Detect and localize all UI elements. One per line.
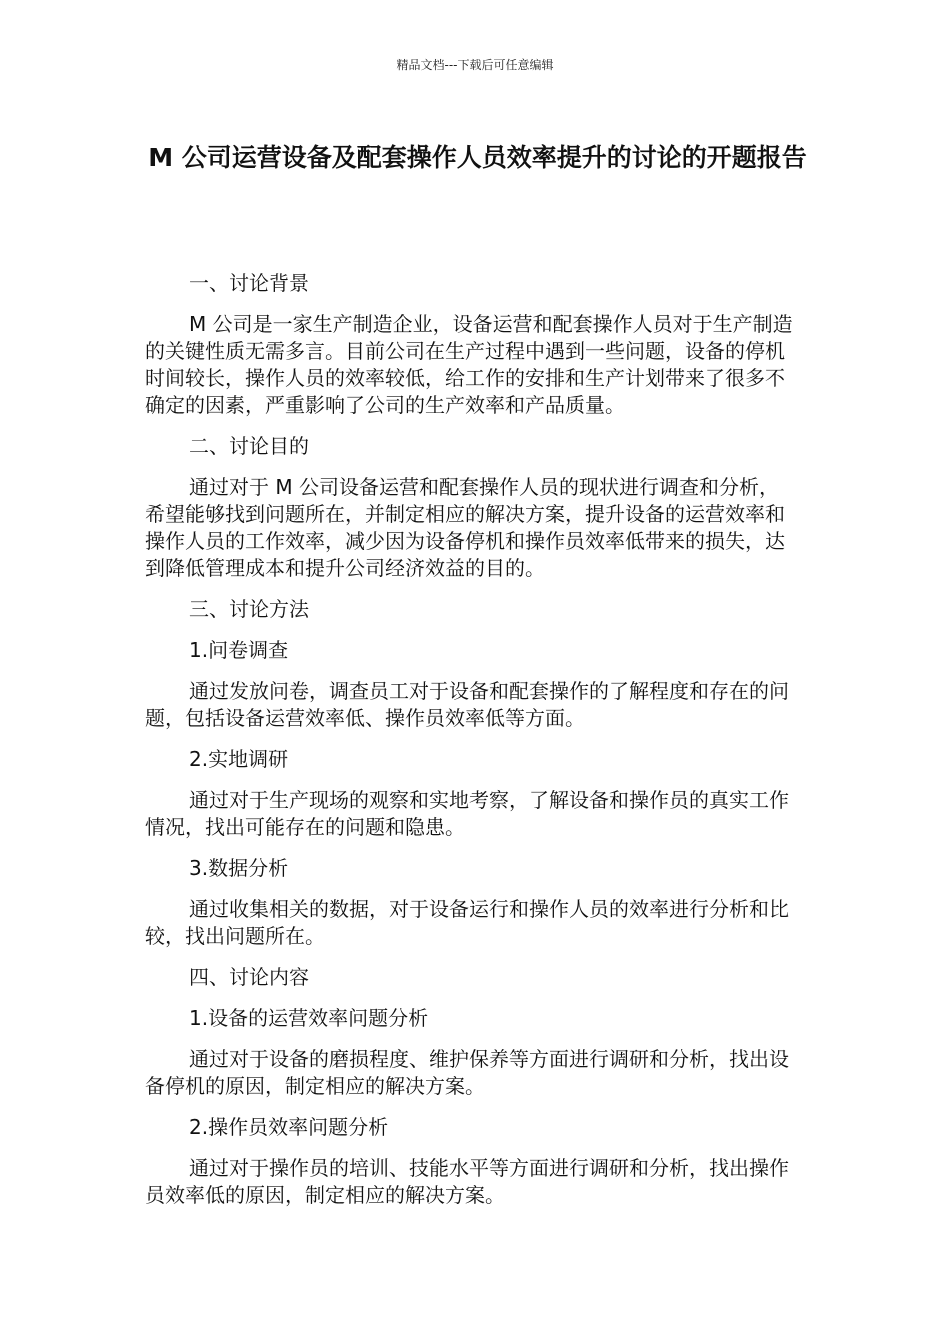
paragraph-field-research: 通过对于生产现场的观察和实地考察，了解设备和操作员的真实工作情况，找出可能存在的问题和隐患。 xyxy=(145,788,789,839)
subheading-equipment-efficiency: 1.设备的运营效率问题分析 xyxy=(189,1006,429,1030)
paragraph-data-analysis: 通过收集相关的数据，对于设备运行和操作人员的效率进行分析和比较，找出问题所在。 xyxy=(145,897,789,948)
paragraph-background: M 公司是一家生产制造企业，设备运营和配套操作人员对于生产制造的关键性质无需多言。目前公司在生产过程中遇到一些问题，设备的停机时间较长，操作人员的效率较低，给工作的安排和生产计划带来了很多不确定的因素，严重影响了公司的生产效率和产品质量。 xyxy=(145,312,793,417)
paragraph-purpose: 通过对于 M 公司设备运营和配套操作人员的现状进行调查和分析，希望能够找到问题所在，并制定相应的解决方案，提升设备的运营效率和操作人员的工作效率，减少因为设备停机和操作员效率低带来的损失，达到降低管理成本和提升公司经济效益的目的。 xyxy=(145,475,785,580)
section-heading-methods: 三、讨论方法 xyxy=(189,597,309,621)
paragraph-questionnaire: 通过发放问卷，调查员工对于设备和配套操作的了解程度和存在的问题，包括设备运营效率低、操作员效率低等方面。 xyxy=(145,679,789,730)
document-title: M 公司运营设备及配套操作人员效率提升的讨论的开题报告 xyxy=(148,143,807,172)
section-heading-purpose: 二、讨论目的 xyxy=(189,434,309,458)
section-heading-background: 一、讨论背景 xyxy=(189,271,309,295)
header-note: 精品文档---下载后可任意编辑 xyxy=(396,58,554,72)
paragraph-operator-efficiency: 通过对于操作员的培训、技能水平等方面进行调研和分析，找出操作员效率低的原因，制定相应的解决方案。 xyxy=(145,1156,789,1207)
section-heading-content: 四、讨论内容 xyxy=(189,965,309,989)
document-body xyxy=(145,270,795,1223)
subheading-questionnaire: 1.问卷调查 xyxy=(189,638,289,662)
paragraph-equipment-efficiency: 通过对于设备的磨损程度、维护保养等方面进行调研和分析，找出设备停机的原因，制定相应的解决方案。 xyxy=(145,1047,789,1098)
subheading-data-analysis: 3.数据分析 xyxy=(189,856,289,880)
subheading-operator-efficiency: 2.操作员效率问题分析 xyxy=(189,1115,389,1139)
subheading-field-research: 2.实地调研 xyxy=(189,747,289,771)
